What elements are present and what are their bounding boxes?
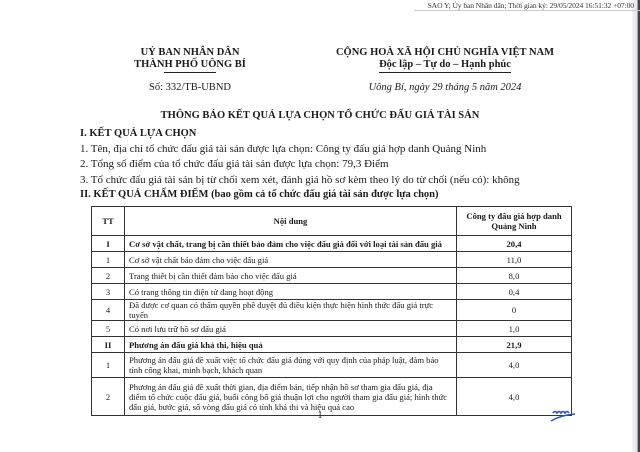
row-value: 0,4 [457, 284, 572, 300]
row-content: Trang thiết bị cần thiết đảm bảo cho việc đấu giá [125, 268, 457, 284]
row-value: 21,9 [457, 337, 572, 353]
table-row [92, 353, 572, 378]
handwritten-initials-icon [550, 407, 578, 425]
authority-line-1: UỶ BAN NHÂN DÂN [140, 47, 240, 58]
row-value: 8,0 [457, 268, 572, 284]
row-content: Phương án đấu giá đề xuất thời gian, địa điểm bán, tiếp nhận hồ sơ tham gia đấu giá, địa điểm tổ chức cuộc đấu giá, buổi công bố giá thuận lợi cho người tham gia đấu giá; hình thức đấu giá, bước giá, số vòng đấu giá có tính khả thi và hiệu quả cao [125, 378, 457, 416]
national-title: CỘNG HOÀ XÃ HỘI CHỦ NGHĨA VIỆT NAM [335, 47, 555, 58]
national-header [310, 47, 580, 73]
table-row [92, 268, 572, 284]
row-value: 4,0 [457, 378, 572, 416]
row-tt: I [92, 236, 125, 252]
table-row [92, 300, 572, 321]
row-content: Phương án đấu giá đề xuất việc tổ chức đấu giá đúng với quy định của pháp luật, đảm bảo tính công khai, minh bạch, khách quan [125, 353, 457, 378]
row-value: 11,0 [457, 252, 572, 268]
section-2-heading: II. KẾT QUẢ CHẤM ĐIỂM (bao gồm cả tổ chức đấu giá tài sản được lựa chọn) [80, 189, 439, 200]
header-content: Nội dung [125, 207, 457, 236]
header-company: Công ty đấu giá hợp danh Quảng Ninh [457, 207, 572, 236]
table-row [92, 321, 572, 337]
row-value: 1,0 [457, 321, 572, 337]
row-content: Cơ sở vật chất bảo đảm cho việc đấu giá [125, 252, 457, 268]
document-title: THÔNG BÁO KẾT QUẢ LỰA CHỌN TỔ CHỨC ĐẤU GIÁ TÀI SẢN [160, 110, 480, 121]
row-tt: 4 [92, 300, 125, 321]
table-header-row [92, 207, 572, 236]
page-number: 1 [317, 410, 323, 421]
table-row [92, 284, 572, 300]
section-1-item-3: 3. Tổ chức đấu giá tài sản bị từ chối xem xét, đánh giá hồ sơ kèm theo lý do từ chối (nếu có): không [80, 174, 520, 186]
row-tt: 5 [92, 321, 125, 337]
authority-underline [164, 72, 216, 73]
authority-line-2: THÀNH PHỐ UÔNG BÍ [134, 59, 246, 70]
row-content: Cơ sở vật chất, trang bị cần thiết bảo đảm cho việc đấu giá đối với loại tài sản đấu giá [125, 236, 457, 252]
row-tt: 3 [92, 284, 125, 300]
row-tt: 1 [92, 252, 125, 268]
digital-signature-stamp: SAO Y; Ủy ban Nhân dân; Thời gian ký: 29/05/2024 16:51:32 +07:00 [414, 0, 640, 11]
scoring-table [91, 206, 572, 416]
row-content: Đã được cơ quan có thẩm quyền phê duyệt đủ điều kiện thực hiện hình thức đấu giá trực tuyến [125, 300, 457, 321]
header-tt: TT [92, 207, 125, 236]
row-value: 20,4 [457, 236, 572, 252]
page-edge [632, 0, 640, 452]
row-content: Có trang thông tin điện tử đang hoạt động [125, 284, 457, 300]
document-date: Uông Bí, ngày 29 tháng 5 năm 2024 [368, 82, 522, 93]
row-tt: 1 [92, 353, 125, 378]
row-content: Phương án đấu giá khả thi, hiệu quả [125, 337, 457, 353]
table-row [92, 252, 572, 268]
row-content: Có nơi lưu trữ hồ sơ đấu giá [125, 321, 457, 337]
table-row-group [92, 236, 572, 252]
row-tt: 2 [92, 378, 125, 416]
row-value: 4,0 [457, 353, 572, 378]
section-1-heading: I. KẾT QUẢ LỰA CHỌN [80, 128, 197, 139]
issuing-authority [100, 47, 280, 73]
row-tt: 2 [92, 268, 125, 284]
table-row-group [92, 337, 572, 353]
national-motto: Độc lập – Tự do – Hạnh phúc [379, 59, 511, 73]
row-tt: II [92, 337, 125, 353]
row-value: 0 [457, 300, 572, 321]
document-number: Số: 332/TB-UBND [149, 82, 231, 93]
section-1-item-1: 1. Tên, địa chỉ tổ chức đấu giá tài sản được lựa chọn: Công ty đấu giá hợp danh Quảng Ninh [80, 143, 487, 155]
section-1-item-2: 2. Tổng số điểm của tổ chức đấu giá tài sản được lựa chọn: 79,3 Điểm [80, 158, 389, 170]
